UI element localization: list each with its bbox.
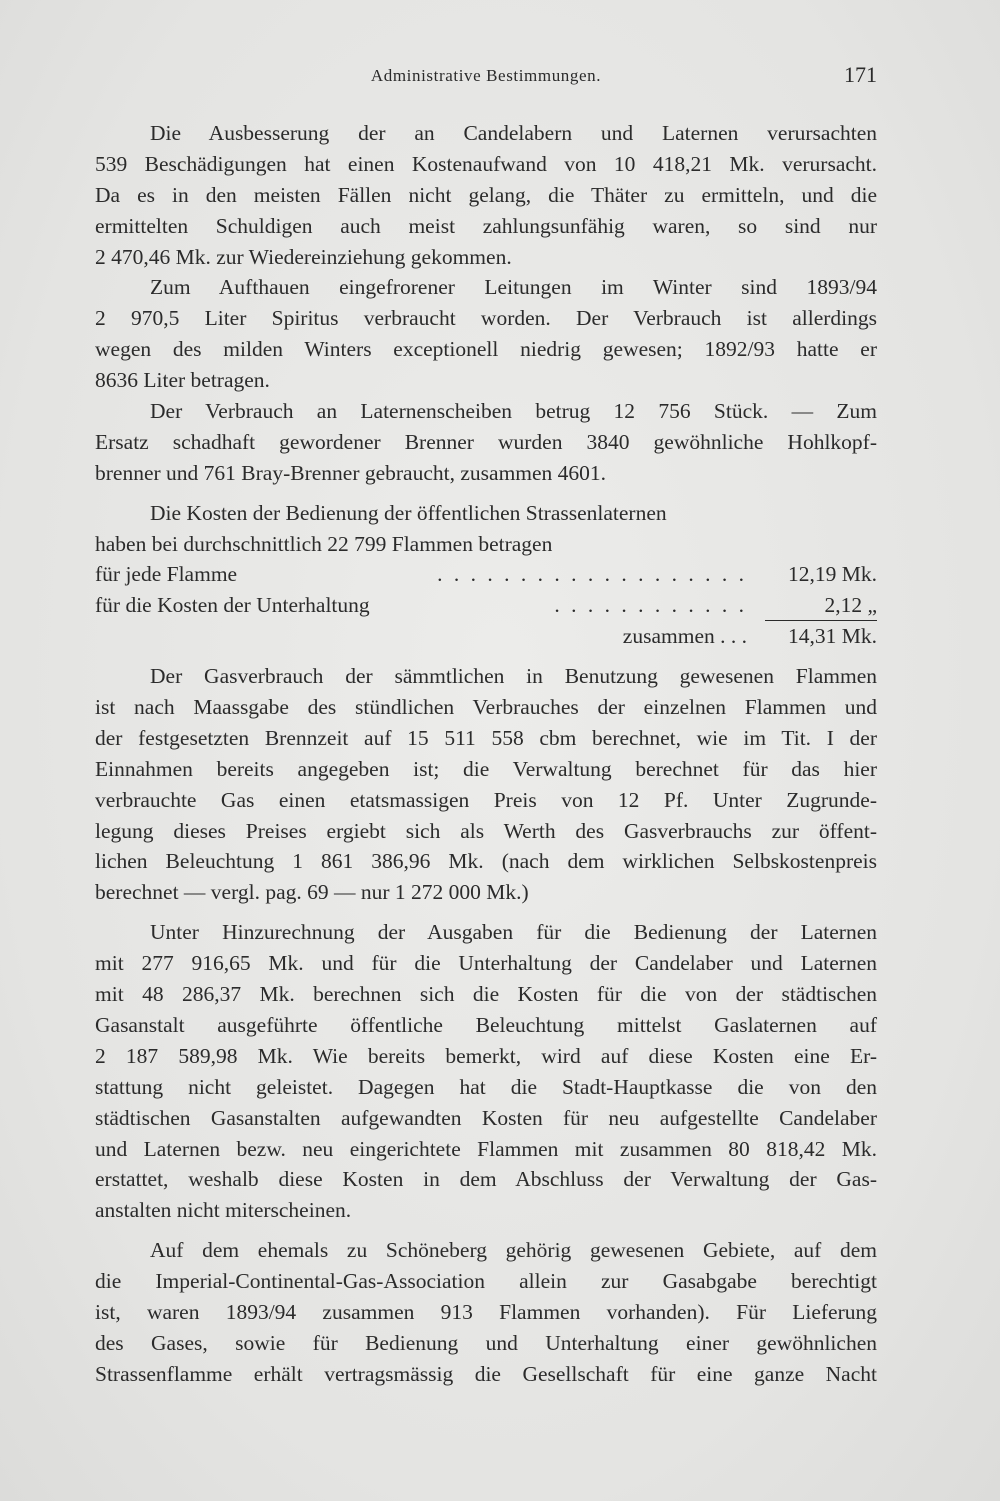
cost-amount: 12,19 Mk. <box>788 562 877 587</box>
text-line: wegen des milden Winters exceptionell niedrig gewesen; 1892/93 hatte er <box>95 337 877 362</box>
text-line: erstattet, weshalb diese Kosten in dem Abschluss der Verwaltung der Gas- <box>95 1167 877 1192</box>
cost-label: für jede Flamme <box>95 562 238 587</box>
text-line: lichen Beleuchtung 1 861 386,96 Mk. (nach dem wirklichen Selbskostenpreis <box>95 849 877 874</box>
text-line: 539 Beschädigungen hat einen Kostenaufwand von 10 418,21 Mk. verursacht. <box>95 151 877 176</box>
text-line: Da es in den meisten Fällen nicht gelang, die Thäter zu ermitteln, und die <box>95 182 877 207</box>
dot-leader: . . . . . . . . . . . . <box>554 593 747 618</box>
text-line: städtischen Gasanstalten aufgewandten Kosten für neu aufgestellte Candelaber <box>95 1105 877 1130</box>
text-line: 2 470,46 Mk. zur Wiedereinziehung gekommen. <box>95 244 512 269</box>
text-line: Zum Aufthauen eingefrorener Leitungen im Winter sind 1893/94 <box>150 275 877 300</box>
text-line: Die Ausbesserung der an Candelabern und Laternen verursachten <box>150 121 877 145</box>
text-line: 8636 Liter betragen. <box>95 368 270 393</box>
text-line: ist nach Maassgabe des stündlichen Verbrauches der einzelnen Flammen und <box>95 695 877 720</box>
text-line: anstalten nicht miterscheinen. <box>95 1198 352 1223</box>
text-line: 2 970,5 Liter Spiritus verbraucht worden. Der Verbrauch ist allerdings <box>95 306 877 331</box>
text-line: Der Verbrauch an Laternenscheiben betrug 12 756 Stück. — Zum <box>150 399 877 424</box>
text-line: die Imperial-Continental-Gas-Association allein zur Gasabgabe berechtigt <box>95 1269 877 1294</box>
text-line: Einnahmen bereits angegeben ist; die Verwaltung berechnet für das hier <box>95 756 877 781</box>
body-text <box>95 118 877 1390</box>
text-line: Auf dem ehemals zu Schöneberg gehörig gewesenen Gebiete, auf dem <box>150 1238 877 1263</box>
text-line: ist, waren 1893/94 zusammen 913 Flammen vorhanden). Für Lieferung <box>95 1299 877 1324</box>
text-line: haben bei durchschnittlich 22 799 Flammen betragen <box>95 531 553 556</box>
text-line: des Gases, sowie für Bedienung und Unterhaltung einer gewöhnlichen <box>95 1330 877 1355</box>
cost-row <box>95 559 877 590</box>
text-line: Ersatz schadhaft gewordener Brenner wurden 3840 gewöhnliche Hohlkopf- <box>95 429 877 454</box>
dot-leader: . . . . . . . . . . . . . . . . . . . <box>437 562 747 587</box>
text-line: und Laternen bezw. neu eingerichtete Flammen mit zusammen 80 818,42 Mk. <box>95 1136 877 1161</box>
page-header <box>95 62 877 92</box>
text-line: der festgesetzten Brennzeit auf 15 511 558 cbm berechnet, wie im Tit. I der <box>95 725 877 750</box>
cost-row <box>95 590 877 621</box>
cost-label: für die Kosten der Unterhaltung <box>95 593 370 618</box>
text-line: Der Gasverbrauch der sämmtlichen in Benutzung gewesenen Flammen <box>150 664 877 689</box>
text-line: Gasanstalt ausgeführte öffentliche Beleuchtung mittelst Gaslaternen auf <box>95 1012 877 1037</box>
total-amount: 14,31 Mk. <box>788 624 877 649</box>
cost-amount: 2,12 „ <box>765 590 877 621</box>
text-line: verbrauchte Gas einen etatsmassigen Preis von 12 Pf. Unter Zugrunde- <box>95 787 877 812</box>
text-line: berechnet — vergl. pag. 69 — nur 1 272 000 Mk.) <box>95 880 529 905</box>
running-head: Administrative Bestimmungen. <box>370 66 602 85</box>
total-label: zusammen . . . <box>622 624 747 649</box>
text-line: Unter Hinzurechnung der Ausgaben für die Bedienung der Laternen <box>150 920 877 945</box>
page-number: 171 <box>844 62 877 87</box>
cost-total-row <box>95 621 877 652</box>
text-line: Die Kosten der Bedienung der öffentlichen Strassenlaternen <box>150 500 667 525</box>
text-line: brenner und 761 Bray-Brenner gebraucht, zusammen 4601. <box>95 460 607 485</box>
text-line: mit 48 286,37 Mk. berechnen sich die Kosten für die von der städtischen <box>95 982 877 1007</box>
text-line: mit 277 916,65 Mk. und für die Unterhaltung der Candelaber und Laternen <box>95 951 877 976</box>
text-line: stattung nicht geleistet. Dagegen hat die Stadt-Hauptkasse die von den <box>95 1074 877 1099</box>
text-line: 2 187 589,98 Mk. Wie bereits bemerkt, wird auf diese Kosten eine Er- <box>95 1043 877 1068</box>
text-line: legung dieses Preises ergiebt sich als Werth des Gasverbrauchs zur öffent- <box>95 818 877 843</box>
text-line: ermittelten Schuldigen auch meist zahlungsunfähig waren, so sind nur <box>95 213 877 238</box>
text-line: Strassenflamme erhält vertragsmässig die Gesellschaft für eine ganze Nacht <box>95 1361 877 1386</box>
